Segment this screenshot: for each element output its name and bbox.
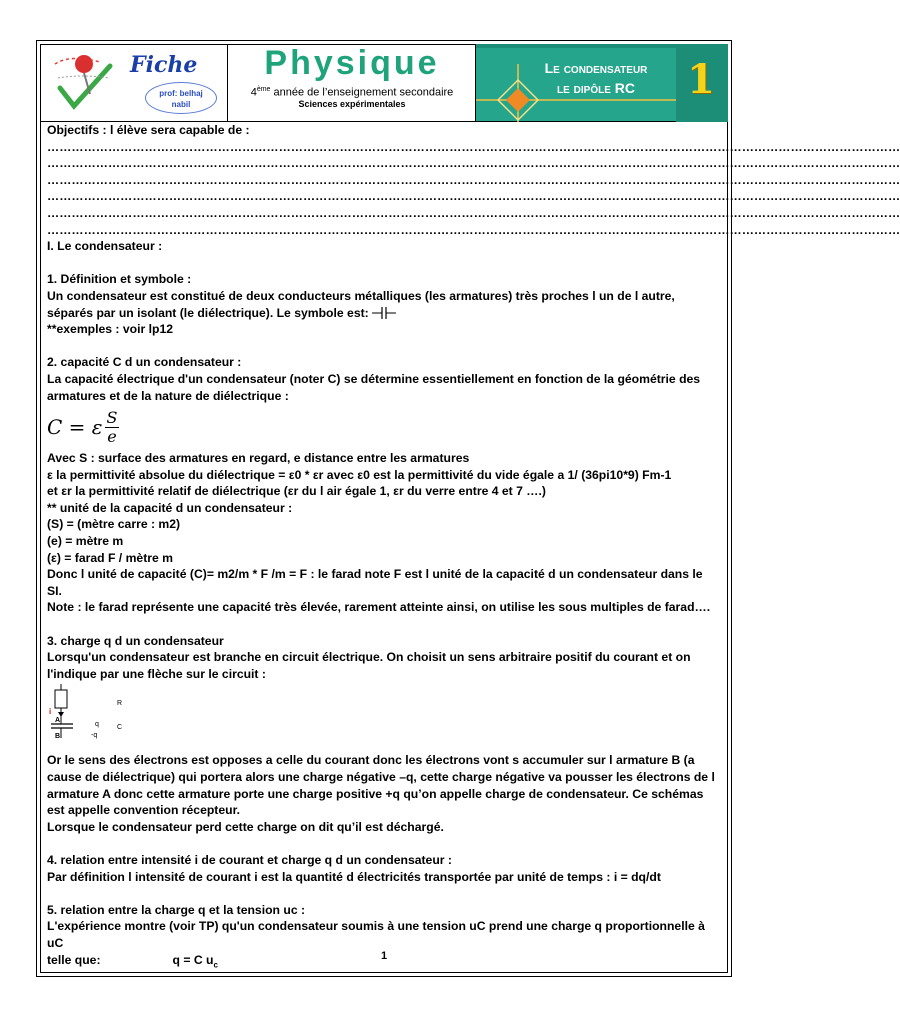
paragraph: Donc l unité de capacité (C)= m2/m * F /m = F : le farad note F est l unité de la capacité d un condensateur dans le SI. xyxy=(47,567,703,598)
paragraph: L'expérience montre (voir TP) qu'un condensateur soumis à une tension uC prend une charge q proportionnelle à uC xyxy=(47,919,705,950)
subsection-heading: 3. charge q d un condensateur xyxy=(47,633,224,648)
dotted-line: ………………………………………………………………………………………………………………………………………………………………………………………… xyxy=(47,222,900,237)
logo-fiche-word: Fiche xyxy=(130,52,198,78)
prof-name-line1: prof: belhaj xyxy=(159,89,203,98)
paragraph: (ε) = farad F / mètre m xyxy=(47,550,173,565)
paragraph: Lorsque le condensateur perd cette charge on dit qu’il est déchargé. xyxy=(47,819,444,834)
topic-line1: Le condensateur xyxy=(544,60,648,76)
circuit-label-C: C xyxy=(117,724,123,732)
telle-que-text: telle que: xyxy=(47,952,101,967)
subsection-heading: 2. capacité C d un condensateur : xyxy=(47,355,242,370)
prof-badge xyxy=(145,82,217,114)
logo-cell xyxy=(40,44,228,122)
topic-cell xyxy=(476,44,728,122)
circuit-label-R: R xyxy=(117,700,123,708)
paragraph: Lorsqu'un condensateur est branche en circuit électrique. On choisit un sens arbitraire positif du courant et on l'indique par une flèche sur le circuit : xyxy=(47,650,691,681)
paragraph: ε la permittivité absolue du diélectrique = ε0 * εr avec ε0 est la permittivité du vide égale a 1/ (36pi10*9) Fm-1 xyxy=(47,467,672,482)
rc-circuit-diagram xyxy=(47,684,719,744)
section-line: Sciences expérimentales xyxy=(298,99,406,109)
dotted-line: ………………………………………………………………………………………………………………………………………………………………………………………… xyxy=(47,189,900,204)
paragraph: et εr la permittivité relatif de diélectrique (εr du l air égale 1, εr du verre entre 4 et 7 ….) xyxy=(47,484,546,499)
level-line xyxy=(228,86,476,99)
paragraph: Par définition l intensité de courant i est la quantité d électricités transportée par unité de temps : i = dq/dt xyxy=(47,869,661,884)
objectifs-line: Objectifs : l élève sera capable de : xyxy=(47,123,250,137)
topic-title xyxy=(516,58,676,98)
subsection-heading: 4. relation entre intensité i de courant et charge q d un condensateur : xyxy=(47,852,452,867)
circuit-label-A: A xyxy=(55,717,61,725)
paragraph xyxy=(47,288,719,321)
circuit-icon xyxy=(47,684,167,744)
document-body xyxy=(47,122,900,974)
title-cell xyxy=(228,44,476,122)
circuit-label-i: i xyxy=(49,707,52,717)
paragraph: (S) = (mètre carre : m2) xyxy=(47,517,181,532)
paragraph: **exemples : voir lp12 xyxy=(47,322,173,337)
subsection-heading: 1. Définition et symbole : xyxy=(47,272,192,287)
pushpin-check-icon xyxy=(50,48,140,120)
chapter-number: 1 xyxy=(687,56,715,103)
circuit-label-q: q xyxy=(95,721,99,729)
level-rest: année de l’enseignement secondaire xyxy=(270,86,454,99)
charge-formula-subscript: c xyxy=(213,959,218,969)
prof-name-line2: nabil xyxy=(171,100,191,109)
formula-numerator: S xyxy=(106,407,118,427)
circuit-label-minus-q: -q xyxy=(91,732,98,740)
page-number: 1 xyxy=(380,950,388,962)
paragraph: ** unité de la capacité d un condensateur : xyxy=(47,500,293,515)
dotted-line: ………………………………………………………………………………………………………………………………………………………………………………………… xyxy=(47,156,900,171)
formula-denominator: e xyxy=(107,426,117,446)
circuit-label-B: B xyxy=(55,733,61,741)
dotted-line: ………………………………………………………………………………………………………………………………………………………………………………………… xyxy=(47,172,900,187)
topic-line2: le dipôle RC xyxy=(556,80,635,96)
paragraph: (e) = mètre m xyxy=(47,534,124,549)
subject-title: Physique xyxy=(264,44,440,82)
level-sup: ème xyxy=(256,86,271,93)
subsection-heading: 5. relation entre la charge q et la tension uc : xyxy=(47,902,306,917)
dotted-line: ………………………………………………………………………………………………………………………………………………………………………………………… xyxy=(47,139,900,154)
paragraph: Or le sens des électrons est opposes a celle du courant donc les électrons vont s accumuler sur l armature B (a cause de diélectrique) qui portera alors une charge négative –q, cette charge négative va pousser les électrons de l armature A donc cette armature porte une charge positive +q qu’on appelle charge de condensateur. Ce schémas est appelle convention récepteur. xyxy=(47,753,715,818)
charge-formula: q = C u xyxy=(172,952,214,967)
paragraph: La capacité électrique d'un condensateur (noter C) se détermine essentiellement en fonction de la géométrie des armatures et de la nature de diélectrique : xyxy=(47,371,701,403)
capacitor-symbol-icon xyxy=(372,306,398,320)
paragraph: Avec S : surface des armatures en regard, e distance entre les armatures xyxy=(47,451,470,466)
formula-fraction xyxy=(105,409,120,446)
level-prefix: 4 xyxy=(250,86,257,99)
capacity-formula xyxy=(47,404,719,450)
paragraph: Note : le farad représente une capacité très élevée, rarement atteinte ainsi, on utilise les sous multiples de farad…. xyxy=(47,600,711,615)
definition-text: Un condensateur est constitué de deux conducteurs métalliques (les armatures) très proches l un de l autre, séparés par un isolant (le diélectrique). Le symbole est: xyxy=(47,288,675,320)
formula-lhs: C = ε xyxy=(47,414,103,439)
dotted-line: ………………………………………………………………………………………………………………………………………………………………………………………… xyxy=(47,205,900,220)
section-heading: I. Le condensateur : xyxy=(47,239,163,254)
